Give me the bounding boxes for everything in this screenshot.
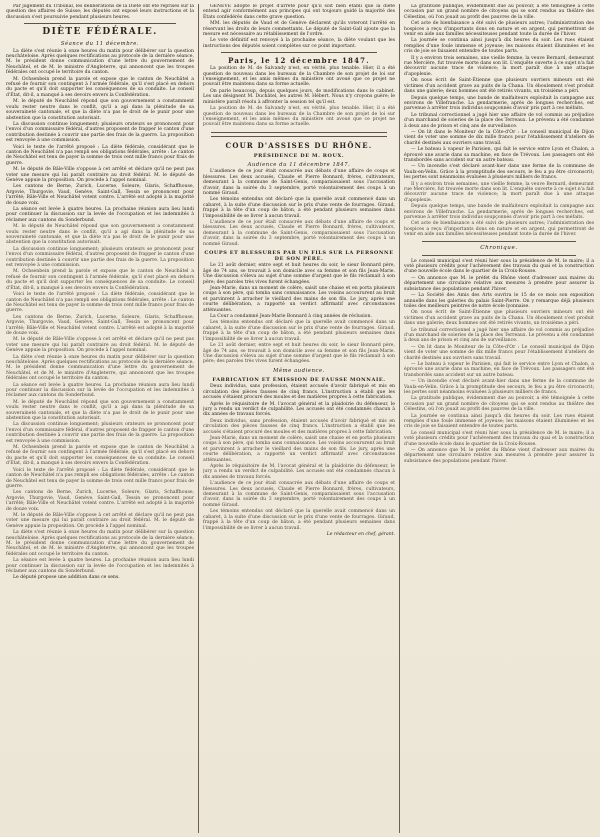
article-paragraph: M. le député de Bâle-Ville s'oppose à cet arrêté et déclare qu'il ne peut pas voter une mesure qui lui paraît contraire au droit fédéral. M. le député de Genève appuie la proposition. On procède à l'appel nominal. bbox=[6, 337, 194, 354]
article-paragraph: M. Ochsenbein prend la parole et expose que le canton de Neuchâtel a refusé de fournir son contingent à l'armée fédérale, qu'il s'est placé en dehors du pacte et qu'il doit supporter les conséquences de sa conduite. Le conseil d'État, dit-il, a manqué à ses devoirs envers la Confédération. bbox=[6, 269, 194, 291]
article-paragraph: Il y a environ trois semaines, une vieille femme, la veuve Bernard, demeurant rue Mercière, fut trouvée morte dans son lit. L'enquête ouverte à ce sujet n'a fait découvrir aucune trace de violence; la mort paraît due à une attaque d'apoplexie. bbox=[404, 55, 594, 77]
article-paragraph: Les cantons de Berne, Zurich, Lucerne, Soleure, Glaris, Schaffhouse, Argovie, Thurgovie, Vaud, Genève, Saint-Gall, Tessin se prononcent pour l'arrêté; Bâle-Ville et Neuchâtel votent contre. L'arrêté est adopté à la majorité de douze voix. bbox=[6, 184, 194, 206]
signature: Le rédacteur en chef, gérant. bbox=[326, 531, 395, 537]
article-paragraph: Cet acte de bienfaisance a été suivi de plusieurs autres; l'administration des hospices a reçu d'importants dons en nature et en argent, qui permettront de venir en aide aux familles nécessiteuses pendant toute la durée de l'hiver. bbox=[404, 21, 594, 38]
double-separator bbox=[211, 132, 387, 137]
article-paragraph: Le 21 août dernier, entre sept et huit heures du soir, le sieur Bonnard père, âgé de 74 ans, se trouvait à son domicile avec sa femme et son fils Jean-Marie. Une discussion s'éleva au sujet d'une somme d'argent que le fils réclamait à son père; des paroles très vives furent échangées. bbox=[203, 343, 395, 365]
article-paragraph: Le conseil municipal s'est réuni hier sous la présidence de M. le maire; il a voté plusieurs crédits pour l'achèvement des travaux du quai et la construction d'une nouvelle école dans le quartier de la Croix-Rousse. bbox=[404, 430, 594, 447]
article-paragraph: — Un incendie s'est déclaré avant-hier dans une ferme de la commune de Vaulx-en-Velin. Grâce à la promptitude des secours, le feu a pu être circonscrit; les pertes sont néanmoins évaluées à plusieurs milliers de francs. bbox=[404, 379, 594, 395]
article-paragraph: La position de M. de Salvandy n'est, en vérité, plus tenable. Hier, il a été question de nouveau dans les bureaux de la Chambre de son projet de loi sur l'enseignement, et les amis mêmes du ministère ont avoué que ce projet ne pouvait être maintenu dans sa forme actuelle. bbox=[203, 106, 395, 128]
article-paragraph: La journée se continua ainsi jusqu'à dix heures du soir. Les rues étaient remplies d'une foule immense et joyeuse; les maisons étaient illuminées et les cris de joie se faisaient entendre de toutes parts. bbox=[404, 413, 594, 430]
article-paragraph: Le vote définitif est renvoyé à la prochaine séance, la diète voulant que les instructions des députés soient complètes sur ce point important. bbox=[203, 38, 395, 49]
article-paragraph: On nous écrit de Saint-Étienne que plusieurs ouvriers mineurs ont été victimes d'un accident grave au puits de la Chana. Un éboulement s'est produit dans une galerie; deux hommes ont été retirés vivants, un troisième a péri. bbox=[404, 310, 594, 327]
article-paragraph: Les témoins entendus ont déclaré que la querelle avait commencé dans un cabaret, à la suite d'une discussion sur le prix d'une vente de fourrages. Giraud, frappé à la tête d'un coup de bâton, a été pendant plusieurs semaines dans l'impossibilité de se livrer à aucun travail. bbox=[203, 197, 395, 219]
article-paragraph: GENÈVE adopte le projet d'arrêté pour qu'il soit bien établi que la diète entend agir conformément aux principes qui ont toujours guidé la majorité des États confédérés dans cette grave question. bbox=[203, 4, 395, 20]
article-paragraph: La gratitude publique, évidemment due au pouvoir, a été témoignée à cette occasion par un grand nombre de citoyens qui se sont rendus au théâtre des Célestins, où l'on jouait au profit des pauvres de la ville. bbox=[404, 396, 594, 413]
section-date: Audience du 11 décembre 1847. bbox=[247, 161, 351, 168]
intro-paragraph: Par jugement du Tribunal, les délibérations de la Diète ont été reprises sur la question des affaires de Suisse; les députés ont exposé leurs instructions et la discussion s'est poursuivie pendant plusieurs heures. bbox=[6, 4, 194, 20]
separator bbox=[24, 23, 176, 24]
section-subheading: COUPS ET BLESSURES PAR UN FILS SUR LA PERSONNE DE SON PÈRE. bbox=[204, 250, 394, 263]
article-paragraph: Après le réquisitoire de M. l'avocat général et la plaidoirie du défenseur, le jury a rendu un verdict de culpabilité. Les accusés ont été condamnés chacun à dix années de travaux forcés. bbox=[203, 464, 395, 480]
article-paragraph: Le tribunal correctionnel a jugé hier une affaire de vol commis au préjudice d'un marchand de soieries de la place des Terreaux. Le prévenu a été condamné à deux ans de prison et cinq ans de surveillance. bbox=[404, 112, 594, 129]
section-subheading: PRÉSIDENCE DE M. ROUX. bbox=[253, 152, 345, 159]
article-paragraph: — On annonce que M. le préfet du Rhône vient d'adresser aux maires du département une circulaire relative aux mesures à prendre pour assurer la subsistance des populations pendant l'hiver. bbox=[404, 275, 594, 292]
article-paragraph: M. le député de Neuchâtel répond que son gouvernement a constamment voulu rester neutre dans le conflit, qu'il a agi dans la plénitude de sa souveraineté cantonale, et que la diète n'a pas le droit de le punir pour une abstention que la constitution autorisait. bbox=[6, 99, 194, 121]
article-paragraph: Voici le texte de l'arrêté proposé : La diète fédérale, considérant que le canton de Neuchâtel n'a pas rempli ses obligations fédérales, arrête : Le canton de Neuchâtel est tenu de payer la somme de trois cent mille francs pour frais de guerre. bbox=[6, 292, 194, 314]
section-heading-assises: COUR D'ASSISES DU RHÔNE. bbox=[225, 140, 373, 150]
article-paragraph: La séance est levée à quatre heures. La prochaine réunion aura lieu lundi pour continuer la discussion sur la levée de l'occupation et les indemnités à réclamer aux cantons du Sonderbund. bbox=[6, 207, 194, 223]
section-subheading: Même audience. bbox=[273, 367, 325, 374]
article-paragraph: M. le député de Bâle-Ville s'oppose à cet arrêté et déclare qu'il ne peut pas voter une mesure qui lui paraît contraire au droit fédéral. M. le député de Genève appuie la proposition. On procède à l'appel nominal. bbox=[6, 512, 194, 529]
article-paragraph: Jean-Marie, dans un moment de colère, saisit une chaise et en porta plusieurs coups à son père, qui tomba sans connaissance. Les voisins accoururent au bruit et parvinrent à arracher le vieillard des mains de son fils. Le jury, après une courte délibération, a rapporté un verdict affirmatif avec circonstances atténuantes. bbox=[203, 436, 395, 463]
article-paragraph: M. le député de Neuchâtel répond que son gouvernement a constamment voulu rester neutre dans le conflit, qu'il a agi dans la plénitude de sa souveraineté cantonale, et que la diète n'a pas le droit de le punir pour une abstention que la constitution autorisait. bbox=[6, 399, 194, 422]
article-paragraph: L'audience de ce jour était consacrée aux débats d'une affaire de coups et blessures. Les deux accusés, Claude et Pierre Bonnard, frères, cultivateurs, demeurant à la commune de Saint-Genis, comparaissaient sous l'accusation d'avoir, dans la soirée du 3 septembre, porté volontairement des coups à un nommé Giraud. bbox=[203, 481, 395, 508]
article-paragraph: — Un incendie s'est déclaré avant-hier dans une ferme de la commune de Vaulx-en-Velin. Grâce à la promptitude des secours, le feu a pu être circonscrit; les pertes sont néanmoins évaluées à plusieurs milliers de francs. bbox=[404, 164, 594, 181]
article-paragraph: Il y a environ trois semaines, une vieille femme, la veuve Bernard, demeurant rue Mercière, fut trouvée morte dans son lit. L'enquête ouverte à ce sujet n'a fait découvrir aucune trace de violence; la mort paraît due à une attaque d'apoplexie. bbox=[404, 181, 594, 203]
article-paragraph: Le 21 août dernier, entre sept et huit heures du soir, le sieur Bonnard père, âgé de 74 ans, se trouvait à son domicile avec sa femme et son fils Jean-Marie. Une discussion s'éleva au sujet d'une somme d'argent que le fils réclamait à son père; des paroles très vives furent échangées. bbox=[203, 263, 395, 285]
article-paragraph: Le conseil municipal s'est réuni hier sous la présidence de M. le maire; il a voté plusieurs crédits pour l'achèvement des travaux du quai et la construction d'une nouvelle école dans le quartier de la Croix-Rousse. bbox=[404, 258, 594, 275]
closing-line: Le député propose une addition dans ce sens. bbox=[13, 575, 120, 581]
section-heading-diete: DIÈTE FÉDÉRALE. bbox=[42, 27, 158, 38]
article-paragraph: L'audience de ce jour était consacrée aux débats d'une affaire de coups et blessures. Les deux accusés, Claude et Pierre Bonnard, frères, cultivateurs, demeurant à la commune de Saint-Genis, comparaissaient sous l'accusation d'avoir, dans la soirée du 3 septembre, porté volontairement des coups à un nommé Giraud. bbox=[203, 169, 395, 196]
article-paragraph: La discussion continue longuement; plusieurs orateurs se prononcent pour l'envoi d'un commissaire fédéral, d'autres proposent de frapper le canton d'une contribution destinée à couvrir une partie des frais de la guerre. La proposition est renvoyée à une commission. bbox=[6, 246, 194, 269]
column-rule bbox=[399, 4, 400, 833]
separator bbox=[221, 52, 377, 53]
column-middle bbox=[203, 4, 395, 833]
section-heading-chronique: Chronique. bbox=[480, 244, 518, 251]
column-left bbox=[6, 4, 194, 833]
article-paragraph: La gratitude publique, évidemment due au pouvoir, a été témoignée à cette occasion par un grand nombre de citoyens qui se sont rendus au théâtre des Célestins, où l'on jouait au profit des pauvres de la ville. bbox=[404, 4, 594, 20]
article-paragraph: On nous écrit de Saint-Étienne que plusieurs ouvriers mineurs ont été victimes d'un accident grave au puits de la Chana. Un éboulement s'est produit dans une galerie; deux hommes ont été retirés vivants, un troisième a péri. bbox=[404, 78, 594, 95]
article-paragraph: Les témoins entendus ont déclaré que la querelle avait commencé dans un cabaret, à la suite d'une discussion sur le prix d'une vente de fourrages. Giraud, frappé à la tête d'un coup de bâton, a été pendant plusieurs semaines dans l'impossibilité de se livrer à aucun travail. bbox=[203, 320, 395, 342]
article-paragraph: Les témoins entendus ont déclaré que la querelle avait commencé dans un cabaret, à la suite d'une discussion sur le prix d'une vente de fourrages. Giraud, frappé à la tête d'un coup de bâton, a été pendant plusieurs semaines dans l'impossibilité de se livrer à aucun travail. bbox=[203, 509, 395, 531]
section-subheading: FABRICATION ET ÉMISSION DE FAUSSE MONNAIE. bbox=[212, 377, 386, 384]
article-paragraph: La séance est levée à quatre heures. La prochaine réunion aura lieu lundi pour continuer la discussion sur la levée de l'occupation et les indemnités à réclamer aux cantons du Sonderbund. bbox=[6, 382, 194, 399]
article-paragraph: Les cantons de Berne, Zurich, Lucerne, Soleure, Glaris, Schaffhouse, Argovie, Thurgovie, Vaud, Genève, Saint-Gall, Tessin se prononcent pour l'arrêté; Bâle-Ville et Neuchâtel votent contre. L'arrêté est adopté à la majorité de douze voix. bbox=[6, 490, 194, 512]
article-paragraph: — Le bateau à vapeur le Parisien, qui fait le service entre Lyon et Chalon, a éprouvé une avarie dans sa machine, en face de Trévoux. Les passagers ont été transbordés sans accident sur un autre bateau. bbox=[404, 361, 594, 378]
article-paragraph: Après le réquisitoire de M. l'avocat général et la plaidoirie du défenseur, le jury a rendu un verdict de culpabilité. Les accusés ont été condamnés chacun à dix années de travaux forcés. bbox=[203, 401, 395, 418]
article-paragraph: La Cour a condamné Jean-Marie Bonnard à cinq années de réclusion. bbox=[210, 314, 372, 320]
article-paragraph: — On lit dans le Moniteur de la Côte-d'Or : Le conseil municipal de Dijon vient de voter une somme de dix mille francs pour l'établissement d'ateliers de charité destinés aux ouvriers sans travail. bbox=[404, 344, 594, 361]
article-paragraph: Deux individus, sans profession, étaient accusés d'avoir fabriqué et mis en circulation des pièces fausses de cinq francs. L'instruction a établi que les accusés s'étaient procuré des moules et des matières propres à cette fabrication. bbox=[203, 418, 395, 435]
section-date: Séance du 11 décembre. bbox=[60, 41, 140, 48]
article-paragraph: — On annonce que M. le préfet du Rhône vient d'adresser aux maires du département une circulaire relative aux mesures à prendre pour assurer la subsistance des populations pendant l'hiver. bbox=[404, 448, 594, 464]
article-paragraph: Deux individus, sans profession, étaient accusés d'avoir fabriqué et mis en circulation des pièces fausses de cinq francs. L'instruction a établi que les accusés s'étaient procuré des moules et des matières propres à cette fabrication. bbox=[203, 384, 395, 401]
article-paragraph: La journée se continua ainsi jusqu'à dix heures du soir. Les rues étaient remplies d'une foule immense et joyeuse; les maisons étaient illuminées et les cris de joie se faisaient entendre de toutes parts. bbox=[404, 38, 594, 55]
article-paragraph: M. Ochsenbein prend la parole et expose que le canton de Neuchâtel a refusé de fournir son contingent à l'armée fédérale, qu'il s'est placé en dehors du pacte et qu'il doit supporter les conséquences de sa conduite. Le conseil d'État, dit-il, a manqué à ses devoirs envers la Confédération. bbox=[6, 76, 194, 98]
article-paragraph: La discussion continue longuement; plusieurs orateurs se prononcent pour l'envoi d'un commissaire fédéral, d'autres proposent de frapper le canton d'une contribution destinée à couvrir une partie des frais de la guerre. La proposition est renvoyée à une commission. bbox=[6, 422, 194, 444]
separator bbox=[422, 241, 576, 242]
article-paragraph: La discussion continue longuement; plusieurs orateurs se prononcent pour l'envoi d'un commissaire fédéral, d'autres proposent de frapper le canton d'une contribution destinée à couvrir une partie des frais de la guerre. La proposition est renvoyée à une commission. bbox=[6, 121, 194, 144]
article-paragraph: M. Ochsenbein prend la parole et expose que le canton de Neuchâtel a refusé de fournir son contingent à l'armée fédérale, qu'il s'est placé en dehors du pacte et qu'il doit supporter les conséquences de sa conduite. Le conseil d'État, dit-il, a manqué à ses devoirs envers la Confédération. bbox=[6, 445, 194, 467]
column-rule bbox=[198, 4, 199, 833]
article-paragraph: M. le député de Bâle-Ville s'oppose à cet arrêté et déclare qu'il ne peut pas voter une mesure qui lui paraît contraire au droit fédéral. M. le député de Genève appuie la proposition. On procède à l'appel nominal. bbox=[6, 167, 194, 183]
article-paragraph: MM. les députés de Vaud et de Genève déclarent qu'ils voteront l'arrêté en réservant les droits de leurs commettants. Le député de Saint-Gall ajoute que la mesure est nécessaire au rétablissement de l'ordre. bbox=[203, 21, 395, 38]
article-paragraph: M. le député de Neuchâtel répond que son gouvernement a constamment voulu rester neutre dans le conflit, qu'il a agi dans la plénitude de sa souveraineté cantonale, et que la diète n'a pas le droit de le punir pour une abstention que la constitution autorisait. bbox=[6, 224, 194, 246]
article-paragraph: — On lit dans le Moniteur de la Côte-d'Or : Le conseil municipal de Dijon vient de voter une somme de dix mille francs pour l'établissement d'ateliers de charité destinés aux ouvriers sans travail. bbox=[404, 129, 594, 146]
dateline-heading: Paris, le 12 décembre 1847. bbox=[228, 56, 370, 66]
article-paragraph: La diète s'est réunie à onze heures du matin pour délibérer sur la question neuchâteloise. Après quelques rectifications au protocole de la dernière séance, M. le président donne communication d'une lettre du gouvernement de Neuchâtel, et de M. le ministre d'Angleterre, qui annoncent que les troupes fédérales ont occupé le territoire du canton. bbox=[6, 530, 194, 557]
article-paragraph: La séance est levée à quatre heures. La prochaine réunion aura lieu lundi pour continuer la discussion sur la levée de l'occupation et les indemnités à réclamer aux cantons du Sonderbund. bbox=[6, 558, 194, 574]
article-paragraph: Le tribunal correctionnel a jugé hier une affaire de vol commis au préjudice d'un marchand de soieries de la place des Terreaux. Le prévenu a été condamné à deux ans de prison et cinq ans de surveillance. bbox=[404, 327, 594, 344]
article-paragraph: — La Société des Amis des Arts ouvrira le 15 de ce mois son exposition annuelle dans les galeries du palais Saint-Pierre. On y remarque déjà plusieurs toiles des meilleurs peintres de notre école lyonnaise. bbox=[404, 293, 594, 309]
article-paragraph: Cet acte de bienfaisance a été suivi de plusieurs autres; l'administration des hospices a reçu d'importants dons en nature et en argent, qui permettront de venir en aide aux familles nécessiteuses pendant toute la durée de l'hiver. bbox=[404, 221, 594, 238]
article-paragraph: On parle beaucoup, depuis quelques jours, de modifications dans le cabinet. Les uns désignent M. Duchâtel, les autres M. Hébert. Nous n'y croyons guère; le ministère paraît résolu à affronter la session tel qu'il est. bbox=[203, 88, 395, 105]
article-paragraph: Voici le texte de l'arrêté proposé : La diète fédérale, considérant que le canton de Neuchâtel n'a pas rempli ses obligations fédérales, arrête : Le canton de Neuchâtel est tenu de payer la somme de trois cent mille francs pour frais de guerre. bbox=[6, 467, 194, 489]
article-paragraph: Depuis quelque temps, une bande de malfaiteurs exploitait la campagne aux environs de Villefranche. La gendarmerie, après de longues recherches, est parvenue à arrêter trois individus soupçonnés d'avoir pris part à ces méfaits. bbox=[404, 95, 594, 112]
separator bbox=[422, 255, 576, 256]
article-paragraph: Jean-Marie, dans un moment de colère, saisit une chaise et en porta plusieurs coups à son père, qui tomba sans connaissance. Les voisins accoururent au bruit et parvinrent à arracher le vieillard des mains de son fils. Le jury, après une courte délibération, a rapporté un verdict affirmatif avec circonstances atténuantes. bbox=[203, 286, 395, 313]
article-paragraph: Voici le texte de l'arrêté proposé : La diète fédérale, considérant que le canton de Neuchâtel n'a pas rempli ses obligations fédérales, arrête : Le canton de Neuchâtel est tenu de payer la somme de trois cent mille francs pour frais de guerre. bbox=[6, 144, 194, 166]
article-paragraph: Depuis quelque temps, une bande de malfaiteurs exploitait la campagne aux environs de Villefranche. La gendarmerie, après de longues recherches, est parvenue à arrêter trois individus soupçonnés d'avoir pris part à ces méfaits. bbox=[404, 204, 594, 221]
article-paragraph: La diète s'est réunie à onze heures du matin pour délibérer sur la question neuchâteloise. Après quelques rectifications au protocole de la dernière séance, M. le président donne communication d'une lettre du gouvernement de Neuchâtel, et de M. le ministre d'Angleterre, qui annoncent que les troupes fédérales ont occupé le territoire du canton. bbox=[6, 354, 194, 382]
article-paragraph: Les cantons de Berne, Zurich, Lucerne, Soleure, Glaris, Schaffhouse, Argovie, Thurgovie, Vaud, Genève, Saint-Gall, Tessin se prononcent pour l'arrêté; Bâle-Ville et Neuchâtel votent contre. L'arrêté est adopté à la majorité de douze voix. bbox=[6, 314, 194, 336]
article-paragraph: La diète s'est réunie à onze heures du matin pour délibérer sur la question neuchâteloise. Après quelques rectifications au protocole de la dernière séance, M. le président donne communication d'une lettre du gouvernement de Neuchâtel, et de M. le ministre d'Angleterre, qui annoncent que les troupes fédérales ont occupé le territoire du canton. bbox=[6, 48, 194, 76]
article-paragraph: La position de M. de Salvandy n'est, en vérité, plus tenable. Hier, il a été question de nouveau dans les bureaux de la Chambre de son projet de loi sur l'enseignement, et les amis mêmes du ministère ont avoué que ce projet ne pouvait être maintenu dans sa forme actuelle. bbox=[203, 66, 395, 88]
column-right bbox=[404, 4, 594, 833]
article-paragraph: — Le bateau à vapeur le Parisien, qui fait le service entre Lyon et Chalon, a éprouvé une avarie dans sa machine, en face de Trévoux. Les passagers ont été transbordés sans accident sur un autre bateau. bbox=[404, 147, 594, 163]
article-paragraph: L'audience de ce jour était consacrée aux débats d'une affaire de coups et blessures. Les deux accusés, Claude et Pierre Bonnard, frères, cultivateurs, demeurant à la commune de Saint-Genis, comparaissaient sous l'accusation d'avoir, dans la soirée du 3 septembre, porté volontairement des coups à un nommé Giraud. bbox=[203, 219, 395, 247]
